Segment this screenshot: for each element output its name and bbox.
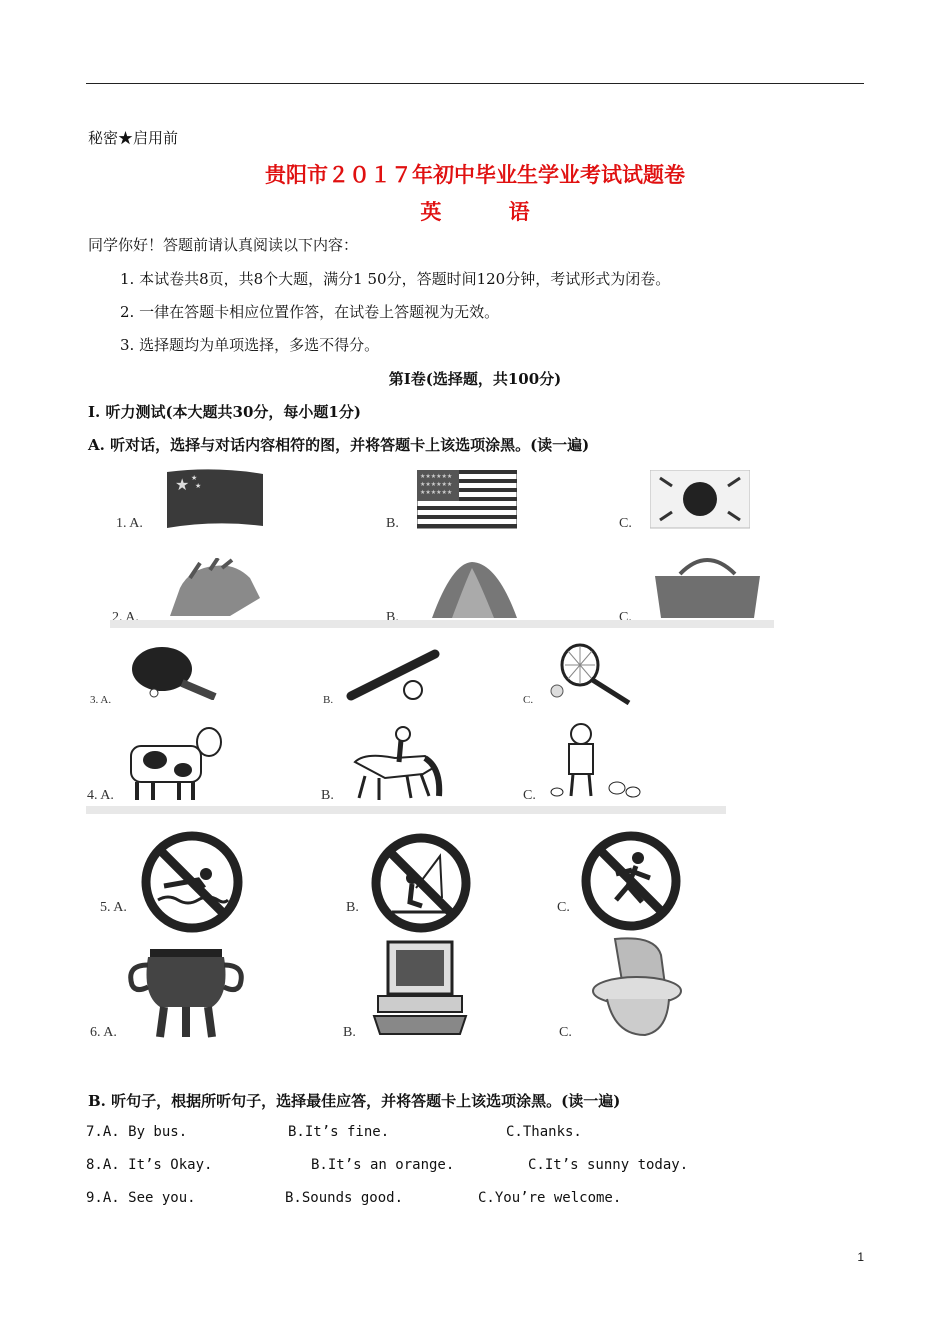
question-8-option-a: 8.A. It’s Okay. bbox=[86, 1157, 213, 1173]
no-running-icon bbox=[580, 830, 682, 932]
option-label: C. bbox=[557, 900, 570, 915]
tennis-racket-icon bbox=[545, 643, 635, 705]
pingpong-paddle-icon bbox=[130, 645, 220, 700]
option-label: B. bbox=[386, 516, 399, 531]
horse-rider-icon bbox=[345, 722, 445, 802]
part-one-heading: 第Ⅰ卷(选择题，共100分) bbox=[388, 370, 562, 388]
option-label: B. bbox=[343, 1025, 356, 1040]
no-swimming-icon bbox=[140, 830, 244, 934]
question-7-option-a: 7.A. By bus. bbox=[86, 1124, 188, 1140]
section-listening-heading: I. 听力测试(本大题共30分，每小题1分) bbox=[88, 403, 361, 421]
baseball-bat-icon bbox=[345, 648, 440, 703]
subject-title: 英 语 bbox=[420, 199, 560, 224]
svg-text:★★★★★★: ★★★★★★ bbox=[420, 473, 453, 480]
exam-title: 贵阳市２０１７年初中毕业生学业考试试题卷 bbox=[265, 162, 685, 187]
korea-flag-icon bbox=[650, 470, 750, 530]
option-label: C. bbox=[559, 1025, 572, 1040]
notice-1: 1. 本试卷共8页，共8个大题，满分1 50分，答题时间120分钟，考试形式为闭卷。 bbox=[120, 270, 671, 288]
option-label: 2. A. bbox=[112, 610, 139, 620]
question-7-option-b: B.It’s fine. bbox=[288, 1124, 390, 1140]
option-label: B. bbox=[323, 694, 334, 706]
option-label: B. bbox=[321, 788, 334, 803]
option-label: 3. A. bbox=[90, 694, 112, 706]
farmer-chickens-icon bbox=[545, 722, 645, 802]
section-a-instruction: A. 听对话，选择与对话内容相符的图，并将答题卡上该选项涂黑。(读一遍) bbox=[88, 436, 590, 454]
svg-text:★: ★ bbox=[175, 475, 190, 494]
scan-band bbox=[110, 620, 774, 628]
option-label: 6. A. bbox=[90, 1025, 117, 1040]
scarf-icon bbox=[412, 558, 532, 620]
section-b-instruction: B. 听句子，根据所听句子，选择最佳应答，并将答题卡上该选项涂黑。(读一遍) bbox=[88, 1092, 621, 1110]
confidential-label: 秘密★启用前 bbox=[88, 129, 179, 147]
page-number: 1 bbox=[857, 1250, 864, 1264]
option-label: C. bbox=[619, 516, 632, 531]
toilet-icon bbox=[585, 935, 685, 1039]
svg-text:★★★★★★: ★★★★★★ bbox=[420, 481, 453, 488]
option-label: C. bbox=[523, 788, 536, 803]
cow-icon bbox=[125, 720, 225, 802]
question-8-option-b: B.It’s an orange. bbox=[311, 1157, 455, 1173]
usa-flag-icon bbox=[417, 470, 517, 530]
option-label: B. bbox=[346, 900, 359, 915]
greeting: 同学你好！答题前请认真阅读以下内容： bbox=[88, 236, 359, 254]
option-label: 1. A. bbox=[116, 516, 143, 531]
svg-text:★: ★ bbox=[191, 474, 198, 482]
option-label: C. bbox=[523, 694, 534, 706]
header-rule bbox=[86, 83, 864, 84]
option-label: 5. A. bbox=[100, 900, 127, 915]
bronze-cauldron-icon bbox=[120, 935, 252, 1040]
scan-band bbox=[86, 806, 726, 814]
question-9-option-b: B.Sounds good. bbox=[285, 1190, 404, 1206]
question-8-option-c: C.It’s sunny today. bbox=[528, 1157, 689, 1173]
handbag-icon bbox=[650, 554, 765, 620]
computer-icon bbox=[370, 940, 470, 1038]
option-label: C. bbox=[619, 610, 632, 620]
notice-3: 3. 选择题均为单项选择，多选不得分。 bbox=[120, 336, 380, 354]
question-9-option-a: 9.A. See you. bbox=[86, 1190, 196, 1206]
gloves-icon bbox=[160, 558, 270, 620]
svg-text:★: ★ bbox=[195, 482, 202, 490]
option-label: B. bbox=[386, 610, 399, 620]
question-9-option-c: C.You’re welcome. bbox=[478, 1190, 622, 1206]
no-fishing-icon bbox=[370, 832, 472, 934]
svg-text:★★★★★★: ★★★★★★ bbox=[420, 489, 453, 496]
question-7-option-c: C.Thanks. bbox=[506, 1124, 582, 1140]
china-flag-icon bbox=[165, 468, 265, 530]
notice-2: 2. 一律在答题卡相应位置作答，在试卷上答题视为无效。 bbox=[120, 303, 500, 321]
option-label: 4. A. bbox=[87, 788, 114, 803]
